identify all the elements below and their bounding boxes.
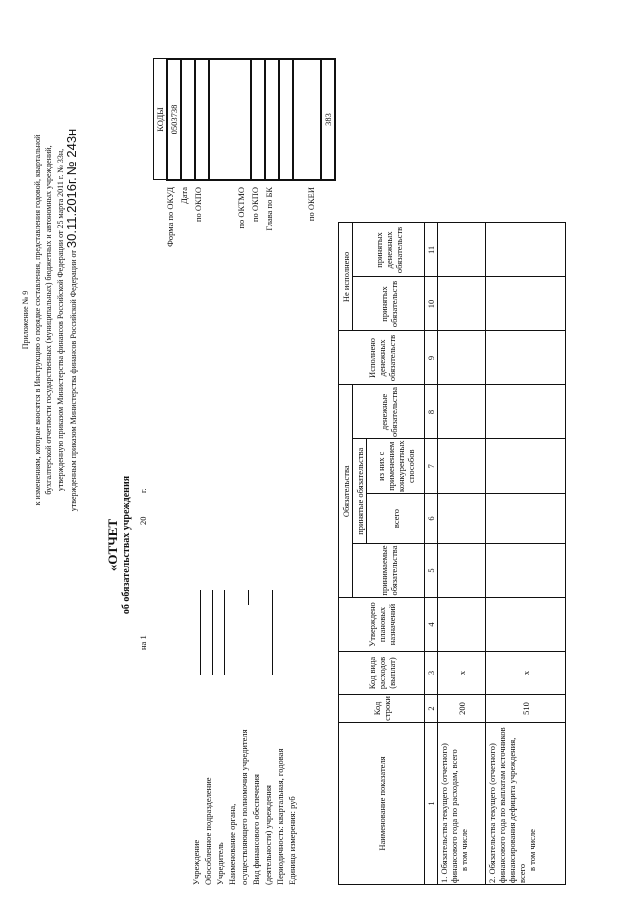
- order-number: № 243н: [64, 128, 79, 176]
- table-cell: [486, 598, 566, 652]
- rotated-document-page: [20, 20, 620, 885]
- column-number: 11: [425, 223, 438, 277]
- report-title: [105, 445, 132, 645]
- code-okud: 0503738: [167, 59, 181, 180]
- table-cell: [486, 494, 566, 544]
- header-acceptable: принимаемые обязательства: [353, 544, 425, 598]
- row-sub-label: в том числе: [527, 829, 537, 871]
- appendix-number: Приложение № 9: [21, 290, 30, 350]
- fill-line: [200, 590, 201, 675]
- column-number: 2: [425, 695, 438, 723]
- field-label: Вид финансового обеспечения: [251, 774, 261, 885]
- table-cell: [486, 439, 566, 494]
- label-oktmo: по ОКТМО: [236, 187, 246, 229]
- table-cell: [438, 223, 486, 277]
- table-cell: [438, 385, 486, 439]
- header-obligations: Обязательства: [339, 385, 353, 598]
- report-title-main: «ОТЧЕТ: [105, 518, 120, 572]
- field-label: Учреждение: [191, 839, 201, 885]
- label-okei: по ОКЕИ: [306, 187, 316, 222]
- field-label: Периодичность: квартальная, годовая: [275, 748, 285, 885]
- header-ne-monetary: принятых денежных обязательств: [353, 223, 425, 277]
- header-ne-accepted: принятых обязательств: [353, 277, 425, 331]
- field-row: [226, 365, 238, 885]
- table-cell: [438, 331, 486, 385]
- header-line: утвержденным приказом Министерства финансов Российской Федерации от: [69, 250, 78, 512]
- column-number: 8: [425, 385, 438, 439]
- report-date-prefix: на 1: [138, 635, 148, 650]
- label-date: Дата: [179, 187, 189, 204]
- table-cell: [438, 494, 486, 544]
- column-number: 10: [425, 277, 438, 331]
- table-cell: [438, 439, 486, 494]
- header-competitive: из них с применением конкурентных способов: [367, 439, 425, 494]
- table-cell: [438, 598, 486, 652]
- table-cell: [486, 331, 566, 385]
- row-sub-label: в том числе: [459, 829, 469, 871]
- field-row: [286, 365, 298, 885]
- table-cell: [438, 544, 486, 598]
- label-okud: Форма по ОКУД: [165, 187, 175, 247]
- header-kvr: Код вида расходов (выплат): [339, 652, 425, 695]
- code-bk: [279, 59, 293, 180]
- field-row: [202, 365, 214, 885]
- table-cell: [486, 544, 566, 598]
- label-okpo-2: по ОКПО: [250, 187, 260, 223]
- row-kvr: x: [486, 652, 566, 695]
- header-not-executed: Не исполнено: [339, 223, 353, 331]
- header-name: Наименование показателя: [339, 723, 425, 885]
- header-line: утвержденную приказом Министерства финансов Российской Федерации от 25 марта 2011 г. № 33н,: [55, 148, 65, 492]
- header-line-with-date: [66, 20, 80, 620]
- header-executed: Исполнено денежных обязательств: [339, 331, 425, 385]
- column-number: 5: [425, 544, 438, 598]
- field-label: Единица измерения: руб: [287, 796, 297, 885]
- code-cell: [209, 59, 251, 180]
- code-okei: 383: [321, 59, 335, 180]
- header-monetary: денежные обязательства: [353, 385, 425, 439]
- header-code: Код строки: [339, 695, 425, 723]
- form-fields: [190, 365, 298, 885]
- code-cell: [293, 59, 321, 180]
- fill-line: [248, 590, 249, 605]
- column-number: 1: [425, 723, 438, 885]
- codes-table: [153, 58, 336, 181]
- row-code: 510: [486, 695, 566, 723]
- code-okpo: [195, 59, 209, 180]
- field-row: [190, 365, 202, 885]
- table-cell: [438, 277, 486, 331]
- table-row: [438, 223, 486, 885]
- code-okpo-2: [265, 59, 279, 180]
- row-kvr: x: [438, 652, 486, 695]
- field-row: [238, 365, 250, 885]
- field-label: осуществляющего полномочия учредителя: [239, 729, 249, 885]
- code-date: [181, 59, 195, 180]
- field-row: [214, 365, 226, 885]
- header-total: всего: [367, 494, 425, 544]
- field-label: (деятельности) учреждения: [263, 785, 273, 885]
- field-label: Учредитель: [215, 842, 225, 885]
- field-row: [274, 365, 286, 885]
- row-name: [438, 723, 486, 885]
- column-number: 6: [425, 494, 438, 544]
- header-approved: Утверждено плановых назначений: [339, 598, 425, 652]
- field-row: [250, 365, 262, 885]
- table-cell: [486, 223, 566, 277]
- header-line: к изменениям, которые вносятся в Инструкцию о порядке составления, представления годовой, квартальной: [32, 134, 42, 506]
- field-row: [262, 365, 274, 885]
- fill-line: [212, 590, 213, 675]
- fill-line: [272, 590, 273, 675]
- column-number: 3: [425, 652, 438, 695]
- code-oktmo: [251, 59, 265, 180]
- handwritten-date: 30.11.2016г.: [64, 177, 79, 249]
- codes-header: КОДЫ: [154, 59, 168, 180]
- label-bk: Глава по БК: [264, 187, 274, 231]
- report-year-suffix: г.: [138, 488, 148, 493]
- header-accepted-group: принятые обязательства: [353, 439, 367, 544]
- field-label: Наименование органа,: [227, 803, 237, 885]
- row-code: 200: [438, 695, 486, 723]
- row-name-text: 1. Обязательства текущего (отчетного) финансового года по расходам, всего: [439, 743, 459, 883]
- row-name-text: 2. Обязательства текущего (отчетного) финансового года по выплатам источников финансирования дефицита учреждения, всего: [487, 727, 527, 883]
- table-cell: [486, 385, 566, 439]
- document-header: [20, 20, 80, 620]
- report-year-prefix: 20: [138, 516, 148, 525]
- field-label: Обособленное подразделение: [203, 777, 213, 885]
- column-number: 7: [425, 439, 438, 494]
- report-title-sub: об обязательствах учреждения: [121, 475, 132, 615]
- fill-line: [224, 590, 225, 675]
- row-name: [486, 723, 566, 885]
- column-number: 4: [425, 598, 438, 652]
- label-okpo: по ОКПО: [193, 187, 203, 223]
- table-row: [486, 223, 566, 885]
- header-line: бухгалтерской отчетности государственных (муниципальных) бюджетных и автономных учреждений,: [44, 145, 53, 495]
- obligations-table: [338, 222, 566, 885]
- table-cell: [486, 277, 566, 331]
- column-number: 9: [425, 331, 438, 385]
